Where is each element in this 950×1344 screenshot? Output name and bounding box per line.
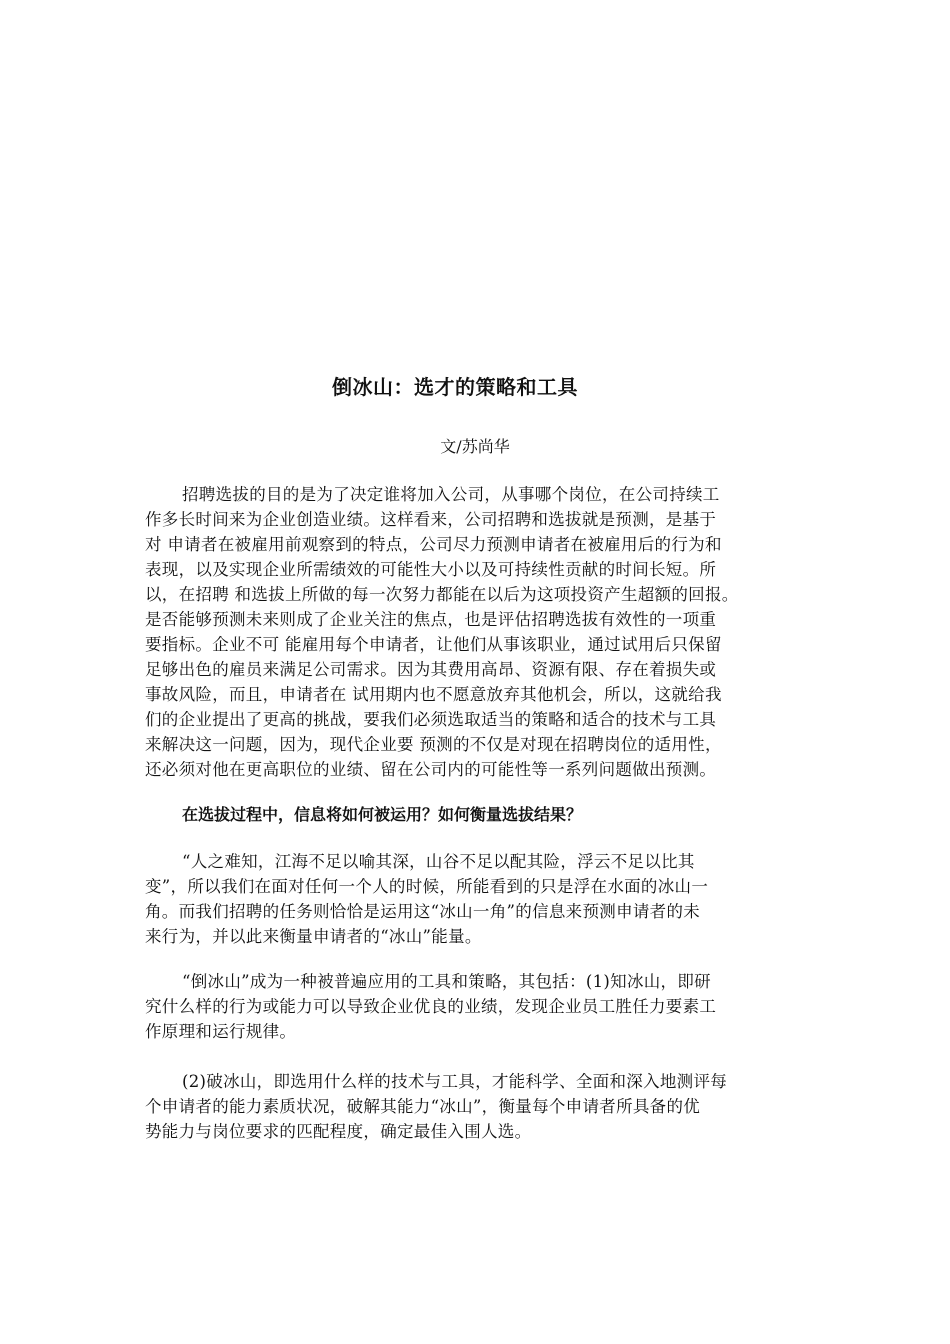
document-author: 文/苏尚华	[440, 437, 510, 456]
paragraph-line: 变”，所以我们在面对任何一个人的时候，所能看到的只是浮在水面的冰山一	[145, 877, 709, 896]
document-title: 倒冰山：选才的策略和工具	[332, 375, 578, 399]
paragraph-line: 个申请者的能力素质状况，破解其能力“冰山”，衡量每个申请者所具备的优	[145, 1097, 701, 1116]
paragraph-line: 表现，以及实现企业所需绩效的可能性大小以及可持续性贡献的时间长短。所	[145, 560, 717, 579]
paragraph-line: 事故风险，而且，申请者在 试用期内也不愿意放弃其他机会，所以，这就给我	[145, 685, 722, 704]
paragraph-line: 来行为，并以此来衡量申请者的“冰山”能量。	[145, 927, 482, 946]
paragraph-line: 以，在招聘 和选拔上所做的每一次努力都能在以后为这项投资产生超额的回报。	[145, 585, 739, 604]
paragraph-line: 足够出色的雇员来满足公司需求。因为其费用高昂、资源有限、存在着损失或	[145, 660, 717, 679]
paragraph-2	[145, 849, 825, 949]
paragraph-3	[145, 969, 825, 1044]
paragraph-line: 来解决这一问题，因为，现代企业要 预测的不仅是对现在招聘岗位的适用性，	[145, 735, 722, 754]
paragraph-line: 作原理和运行规律。	[145, 1022, 297, 1041]
paragraph-line: 对 申请者在被雇用前观察到的特点，公司尽力预测申请者在被雇用后的行为和	[145, 535, 722, 554]
paragraph-1	[145, 482, 825, 782]
paragraph-line: “倒冰山”成为一种被普遍应用的工具和策略，其包括：(1)知冰山，即研	[182, 972, 711, 991]
paragraph-4	[145, 1069, 825, 1144]
paragraph-line: 还必须对他在更高职位的业绩、留在公司内的可能性等一系列问题做出预测。	[145, 760, 717, 779]
paragraph-line: 招聘选拔的目的是为了决定谁将加入公司，从事哪个岗位，在公司持续工	[182, 485, 720, 504]
section-heading: 在选拔过程中，信息将如何被运用？如何衡量选拔结果？	[182, 805, 583, 824]
paragraph-line: 要指标。企业不可 能雇用每个申请者，让他们从事该职业，通过试用后只保留	[145, 635, 722, 654]
paragraph-line: 作多长时间来为企业创造业绩。这样看来，公司招聘和选拔就是预测，是基于	[145, 510, 717, 529]
paragraph-line: “人之难知，江海不足以喻其深，山谷不足以配其险，浮云不足以比其	[182, 852, 695, 871]
paragraph-line: 角。而我们招聘的任务则恰恰是运用这“冰山一角”的信息来预测申请者的未	[145, 902, 701, 921]
paragraph-line: (2)破冰山，即选用什么样的技术与工具，才能科学、全面和深入地测评每	[182, 1072, 728, 1091]
paragraph-line: 们的企业提出了更高的挑战，要我们必须选取适当的策略和适合的技术与工具	[145, 710, 717, 729]
paragraph-line: 究什么样的行为或能力可以导致企业优良的业绩，发现企业员工胜任力要素工	[145, 997, 717, 1016]
paragraph-line: 是否能够预测未来则成了企业关注的焦点，也是评估招聘选拔有效性的一项重	[145, 610, 717, 629]
paragraph-line: 势能力与岗位要求的匹配程度，确定最佳入围人选。	[145, 1122, 532, 1141]
